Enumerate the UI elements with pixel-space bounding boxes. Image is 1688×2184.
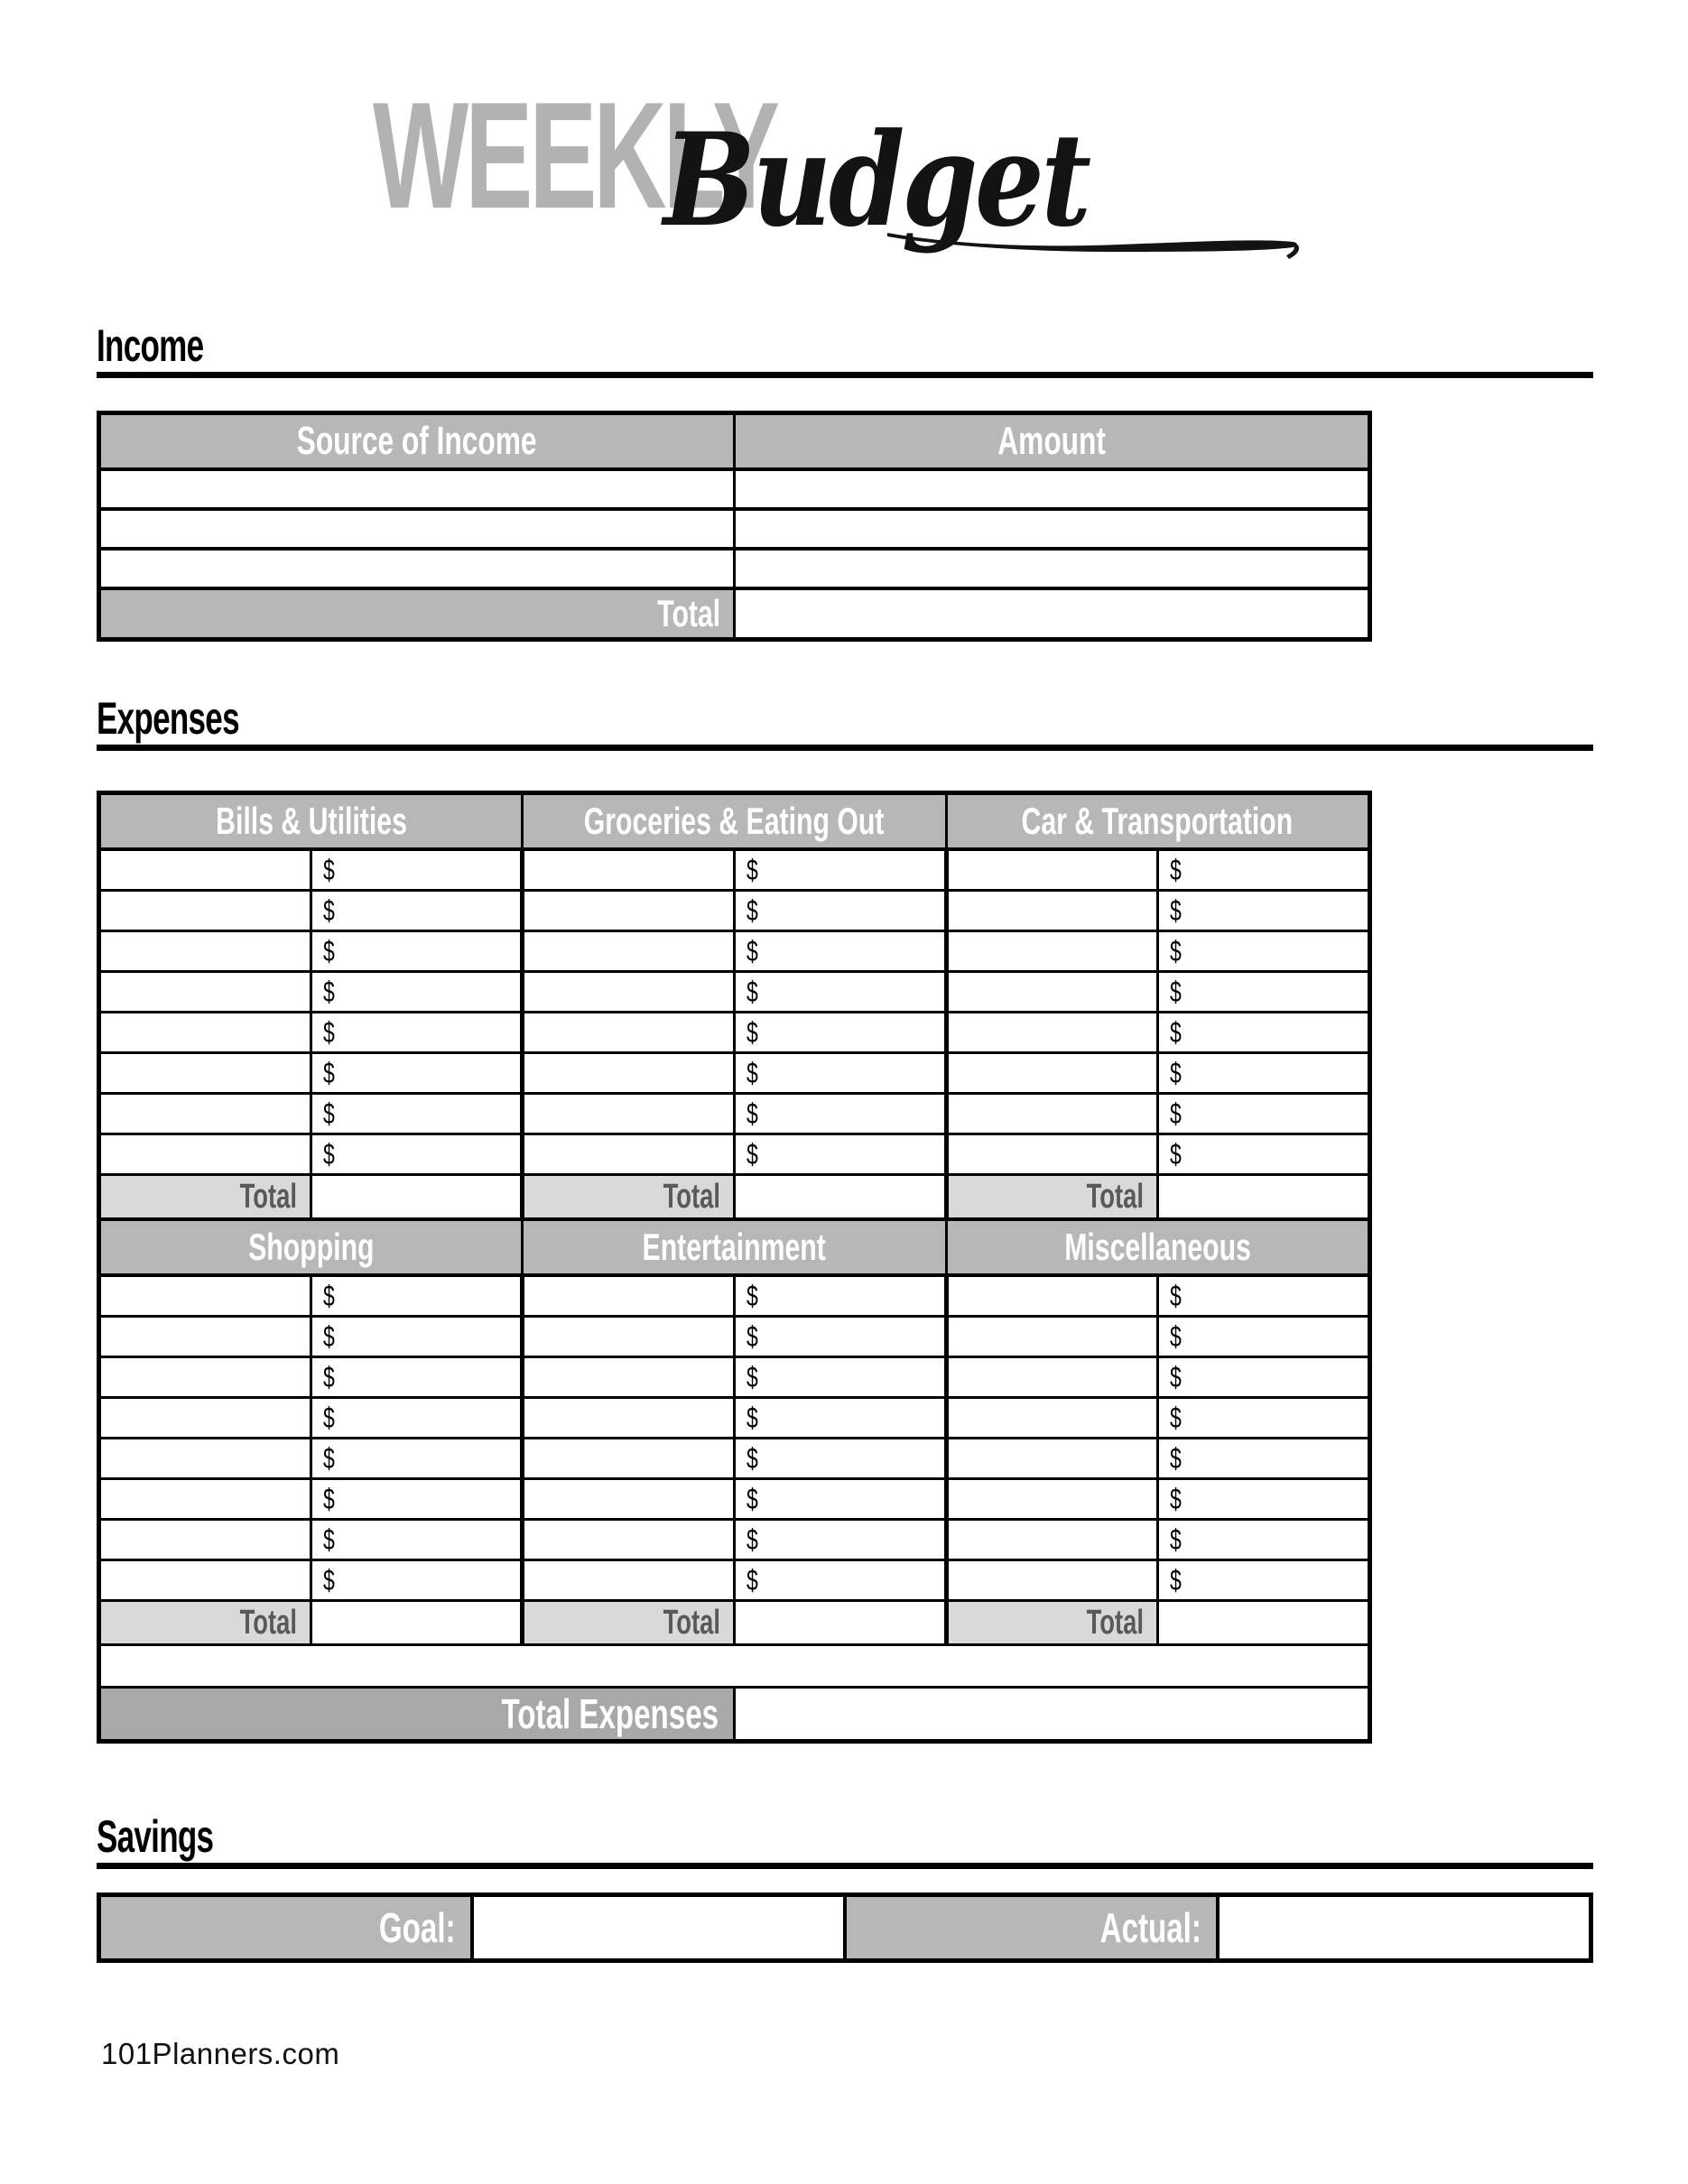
- expense-item-cell[interactable]: [523, 891, 735, 931]
- currency-symbol: $: [322, 1522, 335, 1556]
- income-source-cell[interactable]: [99, 469, 735, 509]
- currency-symbol: $: [1170, 1097, 1183, 1130]
- expense-amount-cell[interactable]: [734, 849, 946, 891]
- currency-symbol: $: [322, 1482, 335, 1515]
- expense-rows: [99, 793, 1370, 1645]
- currency-symbol: $: [746, 1522, 758, 1556]
- expense-row: [99, 1094, 1370, 1134]
- expense-amount-cell[interactable]: [734, 1439, 946, 1479]
- currency-symbol: $: [746, 975, 758, 1008]
- expense-item-cell[interactable]: [946, 1357, 1158, 1398]
- expense-amount-cell[interactable]: [734, 1094, 946, 1134]
- expense-item-cell[interactable]: [523, 1053, 735, 1094]
- expense-amount-cell[interactable]: [734, 1275, 946, 1317]
- expense-amount-cell[interactable]: [311, 1275, 523, 1317]
- currency-symbol: $: [1170, 1137, 1183, 1171]
- expense-amount-cell[interactable]: [1158, 1357, 1370, 1398]
- category-total-label: Total: [239, 1603, 297, 1642]
- expense-item-cell[interactable]: [523, 1275, 735, 1317]
- currency-symbol: $: [746, 1482, 758, 1515]
- expense-amount-cell[interactable]: [734, 1317, 946, 1357]
- currency-symbol: $: [322, 1360, 335, 1393]
- expense-item-cell[interactable]: [99, 1094, 311, 1134]
- category-header-cell: [523, 793, 946, 850]
- category-total-label-cell: [946, 1601, 1158, 1645]
- expense-amount-cell[interactable]: [1158, 1439, 1370, 1479]
- expense-item-cell[interactable]: [946, 1479, 1158, 1520]
- expense-amount-cell[interactable]: [734, 1398, 946, 1439]
- expense-amount-cell[interactable]: [311, 931, 523, 972]
- currency-symbol: $: [322, 1401, 335, 1434]
- expense-row: [99, 1013, 1370, 1053]
- expenses-spacer-row: [99, 1645, 1370, 1688]
- currency-symbol: $: [746, 1056, 758, 1089]
- expense-item-cell[interactable]: [99, 1520, 311, 1560]
- category-total-row: [99, 1601, 1370, 1645]
- currency-symbol: $: [322, 1319, 335, 1353]
- currency-symbol: $: [322, 1563, 335, 1596]
- income-amount-cell[interactable]: [735, 469, 1370, 509]
- expense-amount-cell[interactable]: [734, 1479, 946, 1520]
- category-header-cell: [99, 1219, 523, 1275]
- income-total-value[interactable]: [735, 588, 1370, 640]
- currency-symbol: $: [746, 853, 758, 886]
- expense-row: [99, 1053, 1370, 1094]
- currency-symbol: $: [746, 1360, 758, 1393]
- category-total-row: [99, 1175, 1370, 1220]
- currency-symbol: $: [746, 1319, 758, 1353]
- expense-amount-cell[interactable]: [311, 1520, 523, 1560]
- category-total-value[interactable]: [311, 1601, 523, 1645]
- expense-item-cell[interactable]: [99, 972, 311, 1013]
- category-header-row: [99, 1219, 1370, 1275]
- currency-symbol: $: [322, 934, 335, 967]
- currency-symbol: $: [322, 1056, 335, 1089]
- expense-amount-cell[interactable]: [1158, 972, 1370, 1013]
- currency-symbol: $: [1170, 1441, 1183, 1475]
- expense-amount-cell[interactable]: [311, 1134, 523, 1175]
- expense-item-cell[interactable]: [946, 1094, 1158, 1134]
- currency-symbol: $: [746, 934, 758, 967]
- savings-section-title: Savings: [97, 1811, 214, 1862]
- expense-item-cell[interactable]: [946, 849, 1158, 891]
- expense-item-cell[interactable]: [523, 1317, 735, 1357]
- currency-symbol: $: [746, 1401, 758, 1434]
- expense-item-cell[interactable]: [523, 1094, 735, 1134]
- currency-symbol: $: [322, 1441, 335, 1475]
- category-header-label: Shopping: [247, 1226, 375, 1268]
- currency-symbol: $: [1170, 1360, 1183, 1393]
- total-expenses-label-cell: [99, 1688, 735, 1742]
- total-expenses-label: Total Expenses: [501, 1690, 719, 1737]
- income-col-source-label: Source of Income: [297, 419, 537, 463]
- category-total-label: Total: [1086, 1603, 1145, 1642]
- income-section: [0, 320, 1688, 642]
- expense-amount-cell[interactable]: [1158, 1094, 1370, 1134]
- expense-item-cell[interactable]: [523, 1520, 735, 1560]
- currency-symbol: $: [322, 1137, 335, 1171]
- income-source-cell[interactable]: [99, 509, 735, 549]
- currency-symbol: $: [1170, 1056, 1183, 1089]
- expense-item-cell[interactable]: [946, 891, 1158, 931]
- expense-item-cell[interactable]: [523, 1479, 735, 1520]
- expense-row: [99, 1520, 1370, 1560]
- expense-amount-cell[interactable]: [311, 1317, 523, 1357]
- income-col-source-header: [99, 413, 735, 470]
- expense-amount-cell[interactable]: [1158, 849, 1370, 891]
- category-total-value[interactable]: [1158, 1175, 1370, 1220]
- expense-item-cell[interactable]: [946, 1398, 1158, 1439]
- expense-item-cell[interactable]: [946, 931, 1158, 972]
- income-col-amount-header: [735, 413, 1370, 470]
- category-total-label: Total: [663, 1177, 720, 1216]
- expenses-section: [0, 693, 1688, 1744]
- savings-section: [0, 1811, 1688, 1963]
- currency-symbol: $: [322, 1015, 335, 1049]
- category-header-label: Car & Transportation: [1021, 800, 1294, 842]
- expenses-section-title: Expenses: [97, 693, 239, 744]
- income-header-row: [99, 413, 1370, 470]
- expense-item-cell[interactable]: [946, 1520, 1158, 1560]
- currency-symbol: $: [1170, 893, 1183, 927]
- expense-row: [99, 1317, 1370, 1357]
- expense-item-cell[interactable]: [523, 972, 735, 1013]
- currency-symbol: $: [322, 1097, 335, 1130]
- expense-item-cell[interactable]: [99, 1398, 311, 1439]
- category-header-label: Miscellaneous: [1063, 1226, 1251, 1268]
- expense-item-cell[interactable]: [523, 1013, 735, 1053]
- currency-symbol: $: [1170, 1522, 1183, 1556]
- expense-item-cell[interactable]: [946, 1439, 1158, 1479]
- currency-symbol: $: [746, 1137, 758, 1171]
- savings-table: [97, 1892, 1593, 1963]
- logo-weekly-text: WEEKLY: [373, 70, 777, 240]
- expense-amount-cell[interactable]: [311, 1439, 523, 1479]
- expense-item-cell[interactable]: [946, 1134, 1158, 1175]
- income-total-label: Total: [657, 592, 720, 634]
- currency-symbol: $: [1170, 1015, 1183, 1049]
- category-total-label-cell: [99, 1601, 311, 1645]
- category-header-cell: [946, 793, 1369, 850]
- expense-amount-cell[interactable]: [311, 972, 523, 1013]
- logo-budget-text: Budget: [663, 106, 1089, 255]
- income-amount-cell[interactable]: [735, 509, 1370, 549]
- currency-symbol: $: [746, 1441, 758, 1475]
- expense-amount-cell[interactable]: [734, 1520, 946, 1560]
- expense-item-cell[interactable]: [99, 891, 311, 931]
- category-total-label: Total: [1086, 1177, 1145, 1216]
- expense-amount-cell[interactable]: [734, 891, 946, 931]
- expense-item-cell[interactable]: [99, 1479, 311, 1520]
- income-section-title: Income: [97, 320, 204, 371]
- currency-symbol: $: [1170, 934, 1183, 967]
- expense-amount-cell[interactable]: [311, 1053, 523, 1094]
- expense-row: [99, 931, 1370, 972]
- currency-symbol: $: [322, 975, 335, 1008]
- category-total-value[interactable]: [734, 1175, 946, 1220]
- currency-symbol: $: [746, 1015, 758, 1049]
- income-section-heading: [97, 320, 1593, 378]
- expense-item-cell[interactable]: [99, 1013, 311, 1053]
- expense-item-cell[interactable]: [99, 1275, 311, 1317]
- category-header-row: [99, 793, 1370, 850]
- category-header-cell: [946, 1219, 1369, 1275]
- income-row: [99, 509, 1370, 549]
- expense-amount-cell[interactable]: [734, 1053, 946, 1094]
- category-header-cell: [99, 793, 523, 850]
- savings-section-heading: [97, 1811, 1593, 1869]
- footer-site-text: 101Planners.com: [101, 2037, 340, 2070]
- expense-amount-cell[interactable]: [1158, 1013, 1370, 1053]
- currency-symbol: $: [322, 1279, 335, 1312]
- expenses-table: [97, 791, 1372, 1744]
- currency-symbol: $: [1170, 1319, 1183, 1353]
- expense-amount-cell[interactable]: [734, 1134, 946, 1175]
- expense-item-cell[interactable]: [946, 1275, 1158, 1317]
- expense-item-cell[interactable]: [99, 1053, 311, 1094]
- expense-amount-cell[interactable]: [311, 1479, 523, 1520]
- expense-row: [99, 1134, 1370, 1175]
- category-total-label-cell: [99, 1175, 311, 1220]
- expense-item-cell[interactable]: [523, 1560, 735, 1601]
- expense-row: [99, 1560, 1370, 1601]
- expense-item-cell[interactable]: [946, 1013, 1158, 1053]
- expense-row: [99, 1439, 1370, 1479]
- category-header-label: Entertainment: [642, 1226, 827, 1268]
- expense-row: [99, 1398, 1370, 1439]
- expense-amount-cell[interactable]: [311, 1357, 523, 1398]
- currency-symbol: $: [746, 1097, 758, 1130]
- expense-item-cell[interactable]: [99, 1317, 311, 1357]
- currency-symbol: $: [322, 853, 335, 886]
- expense-row: [99, 849, 1370, 891]
- category-total-label: Total: [239, 1177, 297, 1216]
- category-total-label-cell: [523, 1601, 735, 1645]
- currency-symbol: $: [746, 1279, 758, 1312]
- savings-actual-label: Actual:: [1099, 1904, 1202, 1951]
- category-header-cell: [523, 1219, 946, 1275]
- currency-symbol: $: [322, 893, 335, 927]
- expense-amount-cell[interactable]: [311, 891, 523, 931]
- expense-amount-cell[interactable]: [1158, 1275, 1370, 1317]
- expense-item-cell[interactable]: [523, 849, 735, 891]
- expense-amount-cell[interactable]: [1158, 1053, 1370, 1094]
- currency-symbol: $: [1170, 975, 1183, 1008]
- expense-amount-cell[interactable]: [311, 849, 523, 891]
- expenses-section-heading: [97, 693, 1593, 751]
- savings-goal-value[interactable]: [472, 1895, 845, 1961]
- expense-item-cell[interactable]: [946, 1317, 1158, 1357]
- income-table: [97, 411, 1372, 642]
- expense-item-cell[interactable]: [523, 1439, 735, 1479]
- savings-goal-label: Goal:: [379, 1904, 456, 1951]
- expense-amount-cell[interactable]: [1158, 1317, 1370, 1357]
- savings-goal-label-cell: [99, 1895, 472, 1961]
- expense-amount-cell[interactable]: [734, 1013, 946, 1053]
- expense-amount-cell[interactable]: [311, 1398, 523, 1439]
- category-header-label: Groceries & Eating Out: [584, 800, 885, 842]
- expense-row: [99, 1479, 1370, 1520]
- income-total-row: [99, 588, 1370, 640]
- expense-amount-cell[interactable]: [1158, 1560, 1370, 1601]
- income-row: [99, 469, 1370, 509]
- expense-item-cell[interactable]: [946, 972, 1158, 1013]
- expense-amount-cell[interactable]: [1158, 1134, 1370, 1175]
- category-total-value[interactable]: [1158, 1601, 1370, 1645]
- currency-symbol: $: [1170, 1279, 1183, 1312]
- expense-item-cell[interactable]: [523, 931, 735, 972]
- income-row: [99, 549, 1370, 588]
- expense-amount-cell[interactable]: [1158, 1520, 1370, 1560]
- expense-amount-cell[interactable]: [1158, 891, 1370, 931]
- expense-item-cell[interactable]: [523, 1357, 735, 1398]
- category-total-label-cell: [523, 1175, 735, 1220]
- expense-amount-cell[interactable]: [1158, 1398, 1370, 1439]
- logo: [0, 0, 1688, 323]
- currency-symbol: $: [1170, 1482, 1183, 1515]
- savings-row: [99, 1895, 1591, 1961]
- expense-amount-cell[interactable]: [734, 972, 946, 1013]
- expense-amount-cell[interactable]: [734, 931, 946, 972]
- expense-item-cell[interactable]: [946, 1053, 1158, 1094]
- income-rows: [99, 469, 1370, 588]
- expense-item-cell[interactable]: [99, 1134, 311, 1175]
- expense-item-cell[interactable]: [523, 1134, 735, 1175]
- expense-row: [99, 1357, 1370, 1398]
- category-total-label-cell: [946, 1175, 1158, 1220]
- expense-amount-cell[interactable]: [311, 1094, 523, 1134]
- expense-item-cell[interactable]: [99, 931, 311, 972]
- total-expenses-value[interactable]: [734, 1688, 1369, 1742]
- category-total-value[interactable]: [311, 1175, 523, 1220]
- expense-amount-cell[interactable]: [734, 1357, 946, 1398]
- expense-item-cell[interactable]: [99, 1439, 311, 1479]
- expense-amount-cell[interactable]: [311, 1013, 523, 1053]
- income-amount-cell[interactable]: [735, 549, 1370, 588]
- currency-symbol: $: [746, 893, 758, 927]
- expense-amount-cell[interactable]: [311, 1560, 523, 1601]
- income-source-cell[interactable]: [99, 549, 735, 588]
- expense-item-cell[interactable]: [523, 1398, 735, 1439]
- currency-symbol: $: [1170, 853, 1183, 886]
- expense-item-cell[interactable]: [99, 849, 311, 891]
- income-col-amount-label: Amount: [997, 419, 1106, 463]
- expense-amount-cell[interactable]: [1158, 931, 1370, 972]
- expense-row: [99, 972, 1370, 1013]
- income-total-label-cell: [99, 588, 735, 640]
- expense-amount-cell[interactable]: [1158, 1479, 1370, 1520]
- savings-actual-value[interactable]: [1218, 1895, 1591, 1961]
- expense-item-cell[interactable]: [99, 1357, 311, 1398]
- expense-amount-cell[interactable]: [734, 1560, 946, 1601]
- expense-row: [99, 1275, 1370, 1317]
- category-total-value[interactable]: [734, 1601, 946, 1645]
- expense-item-cell[interactable]: [946, 1560, 1158, 1601]
- currency-symbol: $: [1170, 1401, 1183, 1434]
- total-expenses-row: [99, 1688, 1370, 1742]
- expenses-spacer-cell[interactable]: [99, 1645, 1370, 1688]
- savings-actual-label-cell: [845, 1895, 1218, 1961]
- category-header-label: Bills & Utilities: [215, 800, 407, 842]
- expense-row: [99, 891, 1370, 931]
- currency-symbol: $: [1170, 1563, 1183, 1596]
- currency-symbol: $: [746, 1563, 758, 1596]
- category-total-label: Total: [663, 1603, 720, 1642]
- expense-item-cell[interactable]: [99, 1560, 311, 1601]
